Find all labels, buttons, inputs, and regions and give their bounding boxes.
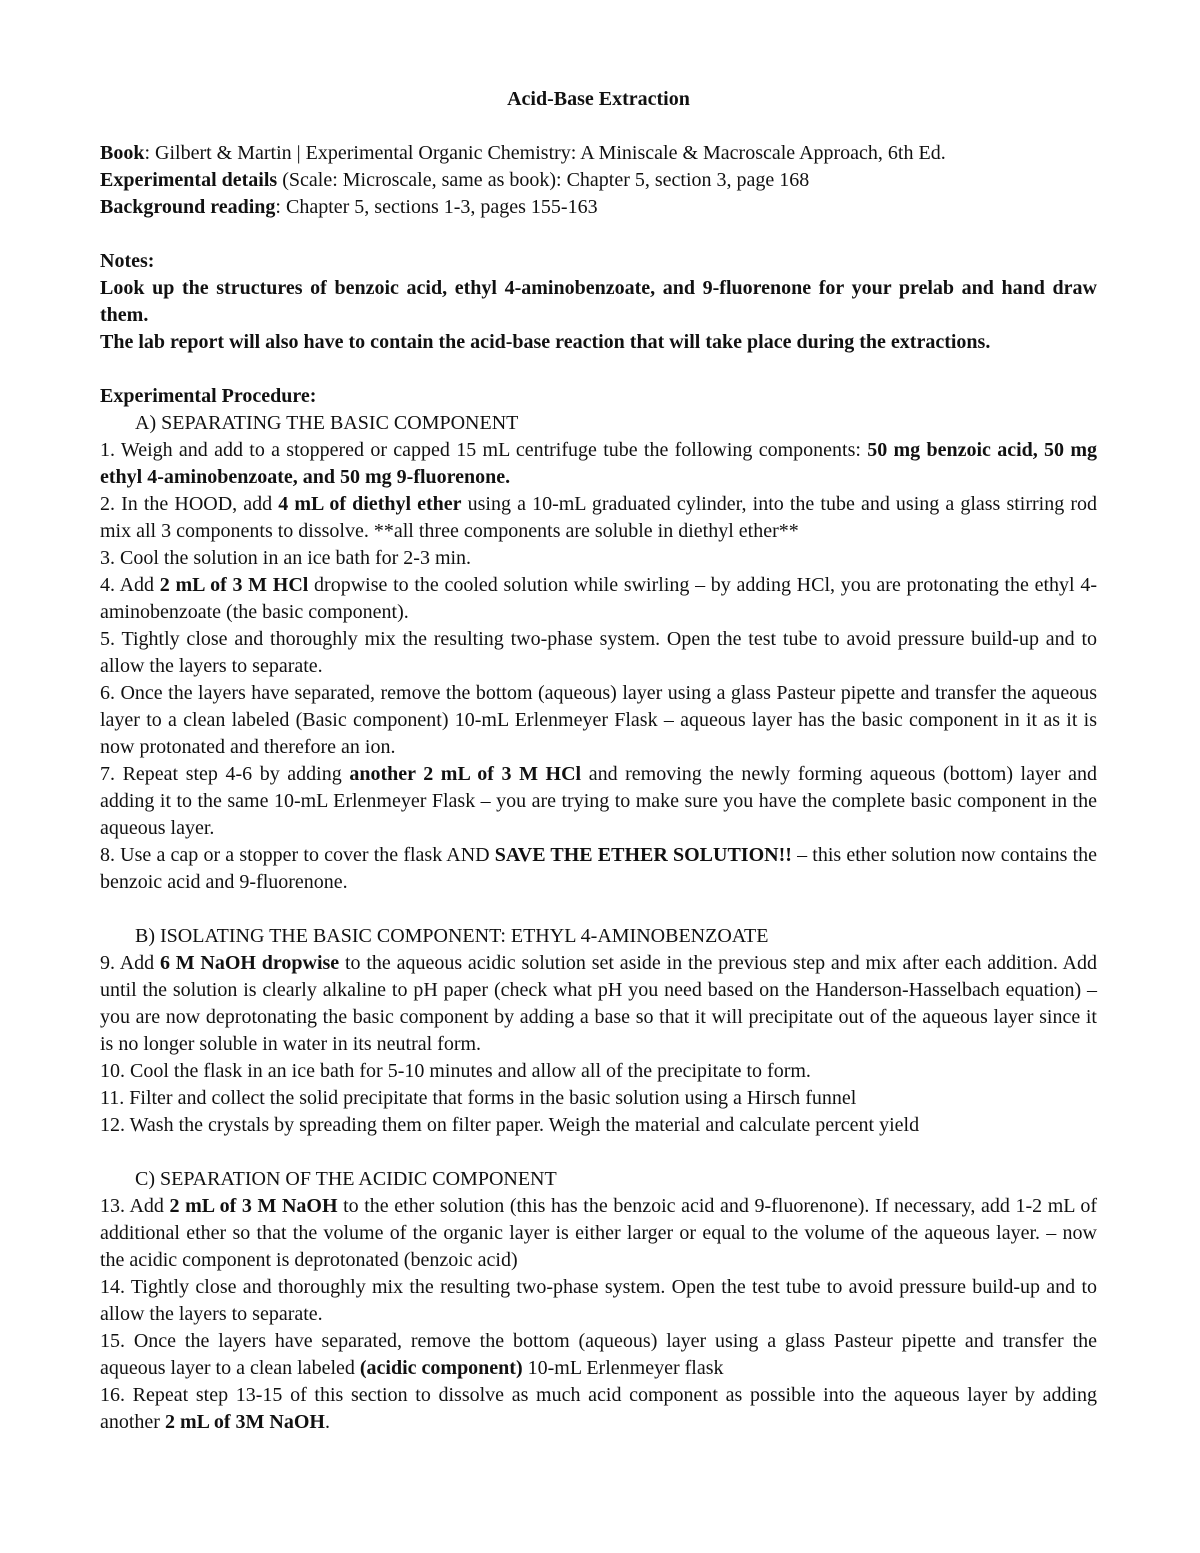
section-a-heading: A) SEPARATING THE BASIC COMPONENT — [135, 412, 519, 434]
step-emphasis: 4 mL of diethyl ether — [278, 493, 462, 515]
step-15 — [100, 1328, 1097, 1382]
step-text: Tightly close and thoroughly mix the resulting two-phase system. Open the test tube to avoid pressure build-up and to allow the layers to separate. — [100, 628, 1097, 677]
step-emphasis: 6 M NaOH dropwise — [159, 952, 340, 974]
book-line — [100, 140, 1097, 167]
step-number: 4. — [100, 574, 115, 596]
experimental-details-label: Experimental details — [100, 169, 278, 191]
spacer — [100, 896, 1097, 923]
step-text: to the ether solution (this has the benzoic acid and 9-fluorenone). If necessary, add 1-2 mL of additional ether so that the volume of the organic layer is either larger or equal to the volume of the aqueous layer. – now the acidic component is deprotonated (benzoic acid) — [100, 1195, 1097, 1271]
step-text: In the HOOD, add — [115, 493, 279, 515]
step-number: 14. — [100, 1276, 125, 1298]
step-2 — [100, 491, 1097, 545]
step-number: 15. — [100, 1330, 125, 1352]
step-text: and removing the newly forming aqueous (bottom) layer and adding it to the same 10-mL Erlenmeyer Flask – you are trying to make sure you have the complete basic component in the aqueous layer. — [100, 763, 1097, 839]
step-7 — [100, 761, 1097, 842]
step-text: Weigh and add to a stoppered or capped 15 mL centrifuge tube the following components: — [115, 439, 868, 461]
step-14 — [100, 1274, 1097, 1328]
step-text: Use a cap or a stopper to cover the flask AND — [115, 844, 495, 866]
step-11 — [100, 1085, 1097, 1112]
note-lab-report: The lab report will also have to contain the acid-base reaction that will take place during the extractions. — [100, 331, 991, 353]
step-number: 5. — [100, 628, 115, 650]
step-8 — [100, 842, 1097, 896]
step-5 — [100, 626, 1097, 680]
step-number: 6. — [100, 682, 115, 704]
experimental-details-line — [100, 167, 1097, 194]
step-emphasis: (acidic component) — [359, 1357, 523, 1379]
experimental-details-text: (Scale: Microscale, same as book): Chapter 5, section 3, page 168 — [277, 169, 810, 191]
step-text: – this ether solution now contains the benzoic acid and 9-fluorenone. — [100, 844, 1097, 893]
book-label: Book — [100, 142, 145, 164]
step-10 — [100, 1058, 1097, 1085]
step-6 — [100, 680, 1097, 761]
step-text: Once the layers have separated, remove the bottom (aqueous) layer using a glass Pasteur pipette and transfer the aqueous layer to a clean labeled (Basic component) 10-mL Erlenmeyer Flask – aqueous layer has the basic component in it as it is now protonated and therefore an ion. — [100, 682, 1097, 758]
step-emphasis: 2 mL of 3 M HCl — [159, 574, 309, 596]
step-number: 16. — [100, 1384, 125, 1406]
step-3 — [100, 545, 1097, 572]
background-reading-label: Background reading — [100, 196, 276, 218]
section-c-heading: C) SEPARATION OF THE ACIDIC COMPONENT — [135, 1168, 557, 1190]
step-text: Once the layers have separated, remove the bottom (aqueous) layer using a glass Pasteur pipette and transfer the aqueous layer to a clean labeled — [100, 1330, 1097, 1379]
step-number: 10. — [100, 1060, 125, 1082]
spacer — [100, 1139, 1097, 1166]
book-text: : Gilbert & Martin | Experimental Organic Chemistry: A Miniscale & Macroscale Approach, 6th Ed. — [144, 142, 946, 164]
notes-heading: Notes: — [100, 250, 155, 272]
step-emphasis: another 2 mL of 3 M HCl — [349, 763, 582, 785]
step-text: Add — [115, 574, 160, 596]
step-emphasis: 2 mL of 3 M NaOH — [169, 1195, 338, 1217]
step-number: 7. — [100, 763, 115, 785]
step-text: Add — [115, 952, 160, 974]
step-number: 2. — [100, 493, 115, 515]
step-emphasis: SAVE THE ETHER SOLUTION!! — [494, 844, 792, 866]
step-text: 10-mL Erlenmeyer flask — [522, 1357, 724, 1379]
step-text: Wash the crystals by spreading them on filter paper. Weigh the material and calculate percent yield — [125, 1114, 920, 1136]
step-number: 8. — [100, 844, 115, 866]
section-b-heading: B) ISOLATING THE BASIC COMPONENT: ETHYL 4-AMINOBENZOATE — [135, 925, 769, 947]
step-13 — [100, 1193, 1097, 1274]
step-text: Cool the solution in an ice bath for 2-3 min. — [115, 547, 472, 569]
step-number: 12. — [100, 1114, 125, 1136]
step-16 — [100, 1382, 1097, 1436]
spacer — [100, 221, 1097, 248]
spacer — [100, 356, 1097, 383]
step-emphasis: 2 mL of 3M NaOH — [164, 1411, 325, 1433]
step-text: Cool the flask in an ice bath for 5-10 minutes and allow all of the precipitate to form. — [125, 1060, 811, 1082]
step-4 — [100, 572, 1097, 626]
step-text: using a 10-mL graduated cylinder, into the tube and using a glass stirring rod mix all 3 components to dissolve. **all three components are soluble in diethyl ether** — [100, 493, 1097, 542]
step-number: 3. — [100, 547, 115, 569]
step-12 — [100, 1112, 1097, 1139]
step-text: Filter and collect the solid precipitate that forms in the basic solution using a Hirsch funnel — [124, 1087, 857, 1109]
step-1 — [100, 437, 1097, 491]
step-text: to the aqueous acidic solution set aside in the previous step and mix after each addition. Add until the solution is clearly alkaline to pH paper (check what pH you need based on the Handerson-Hasselbach equation) – you are now deprotonating the basic component by adding a base so that it will precipitate out of the aqueous layer since it is no longer soluble in water in its neutral form. — [100, 952, 1097, 1055]
step-number: 13. — [100, 1195, 125, 1217]
step-text: Add — [125, 1195, 170, 1217]
step-emphasis: 50 mg benzoic acid, 50 mg ethyl 4-aminobenzoate, and 50 mg 9-fluorenone. — [100, 439, 1097, 488]
step-text: Tightly close and thoroughly mix the resulting two-phase system. Open the test tube to avoid pressure build-up and to allow the layers to separate. — [100, 1276, 1097, 1325]
note-structures: Look up the structures of benzoic acid, ethyl 4-aminobenzoate, and 9-fluorenone for your prelab and hand draw them. — [100, 277, 1097, 326]
step-text: . — [324, 1411, 330, 1433]
procedure-heading: Experimental Procedure: — [100, 385, 317, 407]
background-reading-text: : Chapter 5, sections 1-3, pages 155-163 — [275, 196, 598, 218]
step-number: 1. — [100, 439, 115, 461]
background-reading-line — [100, 194, 1097, 221]
step-text: dropwise to the cooled solution while swirling – by adding HCl, you are protonating the ethyl 4-aminobenzoate (the basic component). — [100, 574, 1097, 623]
step-text: Repeat step 4-6 by adding — [115, 763, 350, 785]
step-9 — [100, 950, 1097, 1058]
step-number: 11. — [100, 1087, 125, 1109]
step-number: 9. — [100, 952, 115, 974]
step-text: Repeat step 13-15 of this section to dissolve as much acid component as possible into the aqueous layer by adding another — [100, 1384, 1097, 1433]
document-title: Acid-Base Extraction — [507, 88, 690, 110]
